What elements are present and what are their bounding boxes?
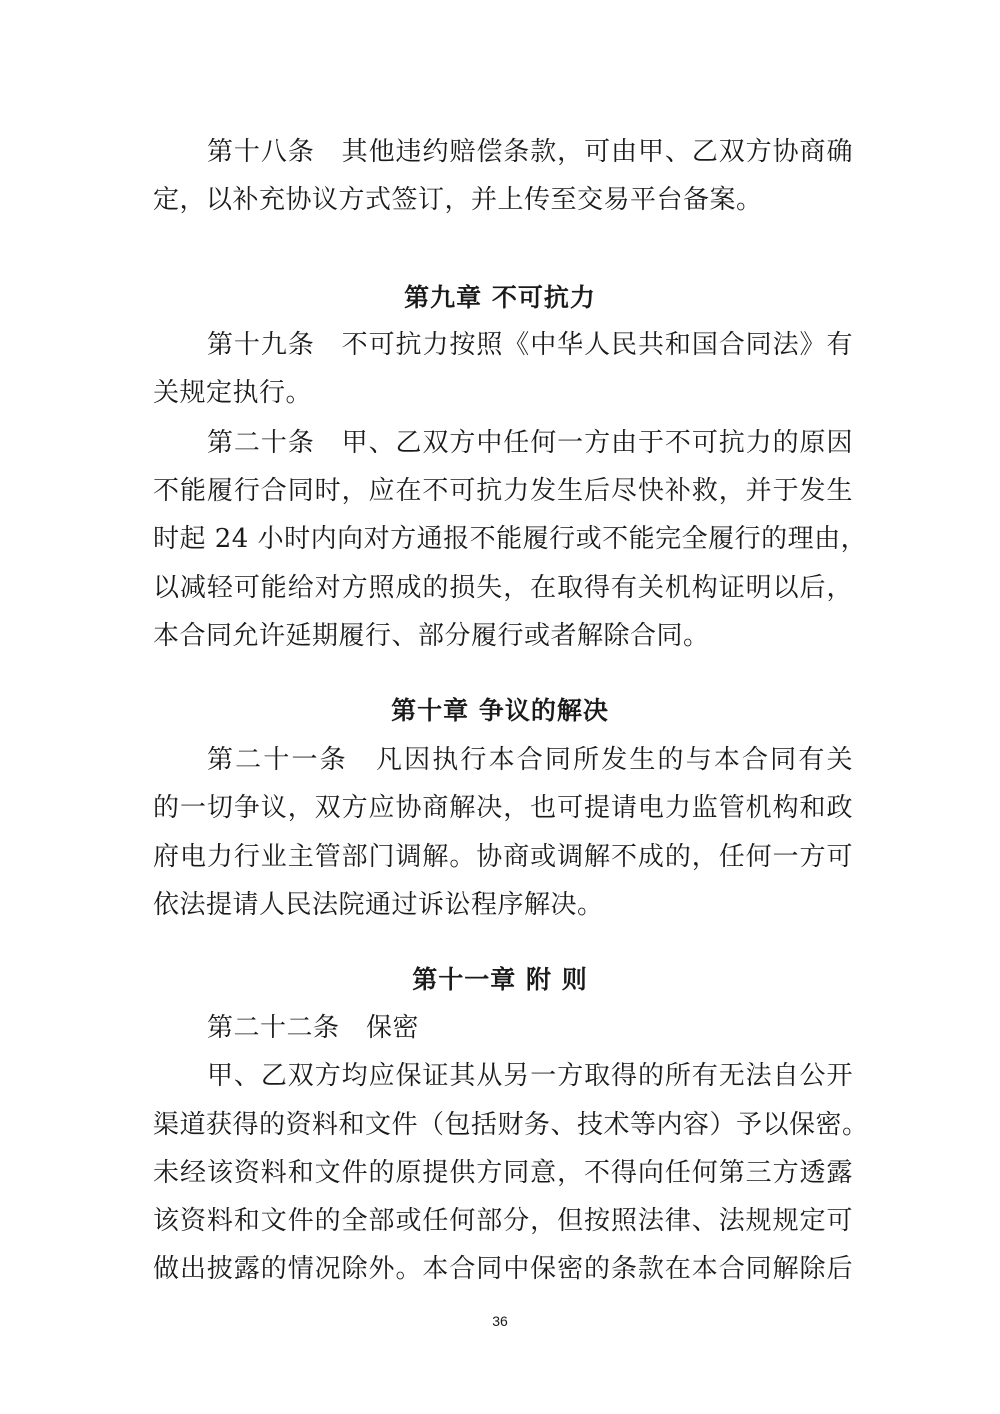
article-22-line-2: 甲、乙双方均应保证其从另一方取得的所有无法自公开 — [207, 1061, 853, 1091]
article-22-line-3: 渠道获得的资料和文件（包括财务、技术等内容）予以保密。 — [153, 1110, 869, 1140]
article-21-line-1: 第二十一条 凡因执行本合同所发生的与本合同有关 — [207, 745, 853, 775]
article-22-line-5: 该资料和文件的全部或任何部分，但按照法律、法规规定可 — [153, 1206, 853, 1236]
chapter-9-heading: 第九章 不可抗力 — [404, 283, 596, 312]
article-20-line-5: 本合同允许延期履行、部分履行或者解除合同。 — [153, 621, 710, 651]
article-22-line-6: 做出披露的情况除外。本合同中保密的条款在本合同解除后 — [153, 1254, 853, 1284]
article-18-line-1: 第十八条 其他违约赔偿条款，可由甲、乙双方协商确 — [207, 137, 853, 167]
article-21-line-4: 依法提请人民法院通过诉讼程序解决。 — [153, 890, 604, 920]
article-22-line-4: 未经该资料和文件的原提供方同意，不得向任何第三方透露 — [153, 1158, 853, 1188]
article-22-title: 第二十二条 保密 — [207, 1013, 420, 1043]
article-21-line-2: 的一切争议，双方应协商解决，也可提请电力监管机构和政 — [153, 793, 853, 823]
article-20-line-2: 不能履行合同时，应在不可抗力发生后尽快补救，并于发生 — [153, 476, 853, 506]
article-19-line-1: 第十九条 不可抗力按照《中华人民共和国合同法》有 — [207, 330, 853, 360]
article-19-line-2: 关规定执行。 — [153, 378, 313, 408]
chapter-10-heading: 第十章 争议的解决 — [391, 696, 609, 725]
article-20-line-1: 第二十条 甲、乙双方中任何一方由于不可抗力的原因 — [207, 428, 853, 458]
article-20-line-4: 以减轻可能给对方照成的损失，在取得有关机构证明以后， — [153, 573, 853, 603]
page-number: 36 — [492, 1313, 508, 1329]
chapter-11-heading: 第十一章 附 则 — [412, 965, 588, 994]
article-20-line-3: 时起 24 小时内向对方通报不能履行或不能完全履行的理由， — [153, 524, 868, 554]
article-18-line-2: 定，以补充协议方式签订，并上传至交易平台备案。 — [153, 185, 763, 215]
article-21-line-3: 府电力行业主管部门调解。协商或调解不成的，任何一方可 — [153, 842, 853, 872]
